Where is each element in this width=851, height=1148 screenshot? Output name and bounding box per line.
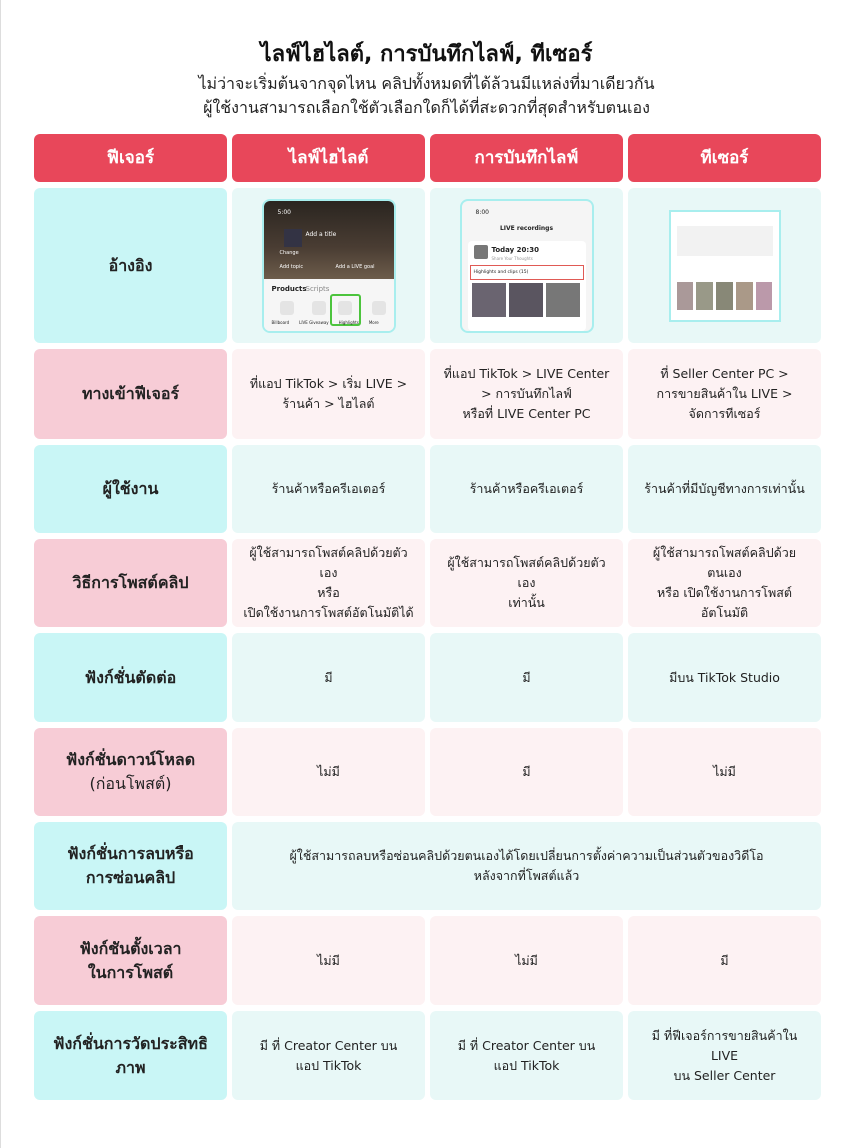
- cell: มี: [232, 633, 425, 722]
- cell: ร้านค้าหรือครีเอเตอร์: [232, 445, 425, 533]
- add-title: Add a title: [305, 230, 337, 238]
- row-label-editing: ฟังก์ชั่นตัดต่อ: [34, 633, 227, 722]
- row-label-users: ผู้ใช้งาน: [34, 445, 227, 533]
- add-goal: Add a LIVE goal: [335, 263, 375, 270]
- cell: ไม่มี: [430, 916, 623, 1005]
- merged-cell: ผู้ใช้สามารถลบหรือซ่อนคลิปด้วยตนเองได้โดยเปลี่ยนการตั้งค่าความเป็นส่วนตัวของวิดีโอ หลังจากที่โพสต์แล้ว: [232, 822, 821, 910]
- change-label: Change: [279, 249, 299, 256]
- row-label-scheduling: ฟังก์ชันตั้งเวลา ในการโพสต์: [34, 916, 227, 1005]
- tab-scripts: Scripts: [305, 284, 330, 293]
- header-teaser: ทีเซอร์: [628, 134, 821, 182]
- session-title: Today 20:30: [491, 245, 539, 254]
- session-sub: Share Your Thoughts: [491, 255, 533, 261]
- header-live-recording: การบันทึกไลฟ์: [430, 134, 623, 182]
- cell: มีบน TikTok Studio: [628, 633, 821, 722]
- cell: มี ที่ Creator Center บน แอป TikTok: [232, 1011, 425, 1100]
- comparison-table: [34, 134, 820, 1100]
- page-title: ไลฟ์ไฮไลต์, การบันทึกไลฟ์, ทีเซอร์: [260, 42, 593, 67]
- tool-label: LIVE Giveaway: [299, 319, 329, 325]
- cell: ไม่มี: [232, 728, 425, 816]
- header-feature: ฟีเจอร์: [34, 134, 227, 182]
- row-label-entry: ทางเข้าฟีเจอร์: [34, 349, 227, 439]
- row-label-reference: อ้างอิง: [34, 188, 227, 343]
- header-live-highlight: ไลฟ์ไฮไลต์: [232, 134, 425, 182]
- row-label-download: [34, 728, 227, 816]
- cell: ไม่มี: [232, 916, 425, 1005]
- cell: มี ที่ฟีเจอร์การขายสินค้าใน LIVE บน Seller Center: [628, 1011, 821, 1100]
- highlight-screenshot: [262, 199, 396, 333]
- subtitle-line: ไม่ว่าจะเริ่มต้นจากจุดไหน คลิปทั้งหมดที่ได้ล้วนมีแหล่งที่มาเดียวกัน: [198, 74, 655, 93]
- status-time: 5:00: [277, 208, 291, 216]
- teaser-screenshot: [669, 210, 781, 322]
- cell: ผู้ใช้สามารถโพสต์คลิปด้วยตัวเอง เท่านั้น: [430, 539, 623, 627]
- cell: ผู้ใช้สามารถโพสต์คลิปด้วยตนเอง หรือ เปิดใช้งานการโพสต์อัตโนมัติ: [628, 539, 821, 627]
- tool-label: Highlights: [338, 319, 359, 325]
- cell: มี ที่ Creator Center บน แอป TikTok: [430, 1011, 623, 1100]
- status-time: 8:00: [475, 208, 489, 216]
- cell: ที่แอป TikTok > LIVE Center > การบันทึกไลฟ์ หรือที่ LIVE Center PC: [430, 349, 623, 439]
- tool-label: More: [368, 319, 379, 325]
- label-main: ฟังก์ชั่นดาวน์โหลด: [65, 750, 196, 769]
- highlights-clips-row: Highlights and clips (15): [470, 265, 584, 280]
- cell: ร้านค้าที่มีบัญชีทางการเท่านั้น: [628, 445, 821, 533]
- page-subtitle: [1, 72, 851, 120]
- cell: ผู้ใช้สามารถโพสต์คลิปด้วยตัวเอง หรือ เปิดใช้งานการโพสต์อัตโนมัติได้: [232, 539, 425, 627]
- subtitle-line: ผู้ใช้งานสามารถเลือกใช้ตัวเลือกใดก็ได้ที่สะดวกที่สุดสำหรับตนเอง: [203, 98, 650, 117]
- cell: ไม่มี: [628, 728, 821, 816]
- add-topic: Add topic: [279, 263, 304, 270]
- label-sub: (ก่อนโพสต์): [89, 774, 172, 793]
- reference-highlight-cell: [232, 188, 425, 343]
- row-label-delete-hide: ฟังก์ชั่นการลบหรือ การซ่อนคลิป: [34, 822, 227, 910]
- reference-teaser-cell: [628, 188, 821, 343]
- cell: มี: [430, 728, 623, 816]
- recording-screenshot: [460, 199, 594, 333]
- tool-label: Billboard: [271, 319, 290, 325]
- row-label-posting: วิธีการโพสต์คลิป: [34, 539, 227, 627]
- reference-recording-cell: [430, 188, 623, 343]
- cell: ที่แอป TikTok > เริ่ม LIVE > ร้านค้า > ไฮไลต์: [232, 349, 425, 439]
- row-label-performance: ฟังก์ชั่นการวัดประสิทธิ ภาพ: [34, 1011, 227, 1100]
- cell: ร้านค้าหรือครีเอเตอร์: [430, 445, 623, 533]
- cell: ที่ Seller Center PC > การขายสินค้าใน LIVE > จัดการทีเซอร์: [628, 349, 821, 439]
- screen-title: LIVE recordings: [499, 224, 554, 232]
- cell: มี: [628, 916, 821, 1005]
- tab-products: Products: [271, 284, 307, 293]
- cell: มี: [430, 633, 623, 722]
